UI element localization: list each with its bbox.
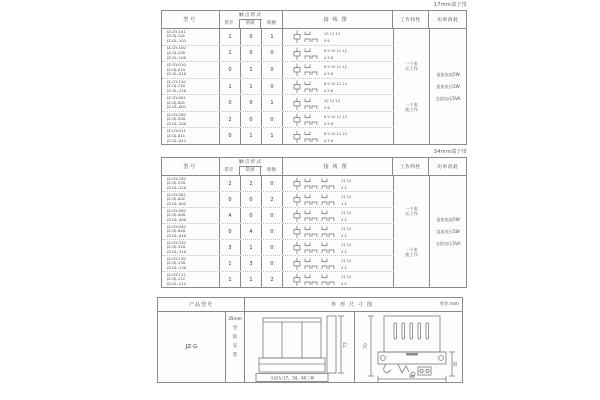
changeover-count: 0 [262,256,283,271]
svg-text:5 6: 5 6 [324,105,330,110]
power-consumption-cell [430,176,466,287]
power-consumption-text: 交流电压5VA [435,241,461,246]
model-number: JZ-GY-101 [167,28,186,34]
wiring-diagram-cell [283,95,394,111]
normally-closed-count: 0 [241,29,262,45]
svg-text:4 5: 4 5 [341,282,347,287]
model-number: JZ-GY-112 [167,271,186,277]
model-cell [162,79,220,95]
table-header [162,11,466,29]
power-consumption-cell [430,29,466,144]
model-number: JZ-GY-400 [167,207,186,213]
changeover-count: 0 [262,62,283,78]
model-number: JZ-GL-200 [167,120,187,126]
normally-closed-count: 2 [241,176,262,191]
model-number: JZ-GJ-110 [167,83,186,89]
model-number: JZ-GL-130 [167,264,187,270]
wiring-diagram-cell [283,46,394,62]
wiring-diagram-svg [288,62,392,77]
normally-closed-count: 0 [241,46,262,62]
changeover-count: 2 [262,272,283,287]
table-row [162,79,394,96]
header-normally-closed: 常闭 [240,20,261,28]
model-number: JZ-GJ-101 [167,33,186,39]
model-number: JZ-GL-220 [167,184,187,190]
changeover-count: 1 [262,95,283,111]
rail-char: 轨 [232,335,238,340]
svg-text:10 11 12: 10 11 12 [324,32,341,37]
svg-text:4 5 6: 4 5 6 [324,138,334,143]
table-row [162,95,394,112]
header-power-consumption: 功率消耗 [437,18,459,23]
svg-text:4 5 6: 4 5 6 [324,72,334,77]
changeover-count: 2 [262,192,283,207]
outline-table-body [158,312,462,382]
rail-mount-cell [226,312,245,382]
header-model: 型号 [162,11,220,28]
normally-open-count: 1 [220,79,241,95]
table-row [162,256,394,272]
table-row [162,62,394,79]
model-number: JZ-GY-010 [167,62,186,68]
wiring-diagram-cell [283,29,394,45]
svg-text:4 5: 4 5 [341,218,347,223]
svg-text:1 4: 1 4 [341,202,347,207]
wiring-diagram-cell [283,208,394,223]
svg-text:11 12: 11 12 [341,195,352,200]
header-normally-open: 常开 [219,167,240,175]
model-number: JZ-GL-001 [167,104,187,110]
work-characteristic-text: 一个电 压工作 [405,206,418,217]
header-wiring-diagram: 接线图 [283,158,393,175]
normally-closed-count: 0 [241,112,262,128]
normally-closed-count: 1 [241,272,262,287]
side-view-drawing [355,312,462,382]
outline-dimension-table [157,297,463,383]
power-consumption-text: 直流电流5W [436,72,460,77]
header-contact-form-label: 触点形式 [238,13,263,18]
table-row [162,128,394,144]
svg-text:10 11 12: 10 11 12 [324,98,341,103]
svg-text:8 9 10 11 12: 8 9 10 11 12 [324,115,347,120]
changeover-count: 0 [262,46,283,62]
normally-open-count: 2 [220,112,241,128]
svg-text:11 12: 11 12 [341,227,352,232]
table-row [162,46,394,63]
model-cell [162,46,220,62]
table-row [162,192,394,208]
model-cell [162,256,220,271]
power-consumption-text: 直流电压5W [436,84,460,89]
svg-text:11 12: 11 12 [341,179,352,184]
wiring-diagram-svg [288,79,392,94]
model-cell [162,272,220,287]
wiring-diagram-svg [288,96,392,111]
changeover-count: 0 [262,176,283,191]
wiring-diagram-cell [283,128,394,144]
model-number: JZ-GL-011 [167,137,187,143]
model-number: JZ-GL-002 [167,200,187,206]
model-number: JZ-GY-310 [167,239,186,245]
header-work-characteristic: 工作特性 [393,158,430,175]
svg-text:4 5: 4 5 [341,186,347,191]
header-model: 型号 [162,158,220,175]
table-row [162,176,394,192]
model-number: JZ-GJ-010 [167,66,186,72]
model-number: JZ-GY-220 [167,175,186,181]
svg-text:90: 90 [408,375,415,380]
model-number: JZ-GL-110 [167,87,187,93]
wiring-diagram-svg [288,224,392,239]
wiring-diagram-svg [288,208,392,223]
wiring-diagram-svg [288,256,392,271]
model-number: JZ-GJ-040 [167,228,186,234]
header-contact-form-label: 触点形式 [238,160,263,165]
normally-closed-count: 0 [241,95,262,111]
model-cell [162,240,220,255]
model-number: JZ-GJ-200 [167,116,186,122]
normally-open-count: 1 [220,272,241,287]
table-row [162,240,394,256]
changeover-count: 0 [262,208,283,223]
model-number: JZ-GJ-001 [167,99,186,105]
wiring-diagram-cell [283,112,394,128]
wiring-diagram-svg [288,192,392,207]
svg-text:分别为:17、34、60三种: 分别为:17、34、60三种 [269,375,314,381]
model-cell [162,176,220,191]
wiring-diagram-cell [283,176,394,191]
wiring-diagram-cell [283,240,394,255]
model-cell [162,112,220,128]
svg-text:70: 70 [363,343,369,349]
wiring-diagram-cell [283,79,394,95]
wiring-diagram-svg [288,240,392,255]
svg-text:4 5: 4 5 [341,250,347,255]
svg-text:8 9 10 11 12: 8 9 10 11 12 [324,131,347,136]
normally-open-count: 0 [220,62,241,78]
model-number: JZ-GY-002 [167,191,186,197]
changeover-count: 1 [262,128,283,144]
svg-text:11 12: 11 12 [341,243,352,248]
front-view-drawing [245,312,355,382]
model-number: JZ-GJ-002 [167,196,186,202]
normally-open-count: 0 [220,95,241,111]
model-cell [162,95,220,111]
normally-closed-count: 1 [241,240,262,255]
svg-text:4 5: 4 5 [341,266,347,271]
header-outline-drawing [245,298,462,311]
model-number: JZ-GL-112 [167,280,187,286]
wiring-diagram-svg [288,176,392,191]
wiring-diagram-cell [283,272,394,287]
wiring-diagram-cell [283,256,394,271]
power-consumption-text: 直流电流5W [436,217,460,222]
rail-char: 装 [232,353,238,358]
table-row [162,272,394,287]
model-cell [162,192,220,207]
work-characteristic-cell [394,176,430,287]
side-view-svg [356,312,462,382]
model-number: JZ-GY-130 [167,255,186,261]
changeover-count: 1 [262,29,283,45]
model-number: JZ-GL-101 [167,38,187,44]
power-consumption-text: 交流电压5VA [435,96,461,101]
normally-open-count: 2 [220,176,241,191]
header-product-model: 产品型号 [158,298,245,311]
spec-table-34mm [161,157,467,288]
wiring-diagram-svg [288,112,392,127]
model-number: JZ-GL-040 [167,232,187,238]
unit-label: 单位:mm [439,302,459,307]
svg-text:11 12: 11 12 [341,275,352,280]
header-normally-open: 常开 [219,20,240,28]
model-number: JZ-GY-011 [167,128,186,134]
wiring-diagram-svg [288,129,392,144]
changeover-count: 0 [262,240,283,255]
model-number: JZ-GJ-130 [167,260,186,266]
model-number: JZ-GY-001 [167,95,186,101]
svg-text:72: 72 [343,342,348,348]
normally-closed-count: 3 [241,256,262,271]
changeover-count: 0 [262,224,283,239]
terminal-size-label-34mm: 34mm端子排 [433,149,467,155]
terminal-size-label-17mm: 17mm端子排 [433,2,467,8]
product-model-cell: JZ-G [158,312,226,382]
wiring-diagram-cell [283,192,394,207]
svg-text:8 9 10 11 12: 8 9 10 11 12 [324,49,347,54]
model-number: JZ-GY-100 [167,45,186,51]
svg-text:11 12: 11 12 [341,211,352,216]
model-number: JZ-GJ-310 [167,244,186,250]
model-cell [162,224,220,239]
normally-closed-count: 0 [241,192,262,207]
changeover-count: 0 [262,112,283,128]
model-cell [162,128,220,144]
table-row [162,112,394,129]
changeover-count: 0 [262,79,283,95]
model-number: JZ-GL-100 [167,54,187,60]
table-row [162,29,394,46]
header-work-characteristic: 工作特性 [393,11,430,28]
normally-open-count: 3 [220,240,241,255]
rail-char: 安 [232,344,238,349]
header-changeover: 转换 [267,168,277,173]
wiring-diagram-svg [288,272,392,287]
svg-text:4 5 6: 4 5 6 [324,122,334,127]
model-number: JZ-GY-200 [167,111,186,117]
outline-table-header [158,298,462,312]
table-row [162,224,394,240]
model-cell [162,62,220,78]
wiring-diagram-svg [288,46,392,61]
normally-open-count: 0 [220,224,241,239]
table-rows [162,176,394,287]
svg-text:8 9 10 11 12: 8 9 10 11 12 [324,65,347,70]
power-consumption-text: 直流电压5W [436,229,460,234]
outline-drawing-label: 外形尺寸图 [330,302,376,308]
rail-size: 35mm [228,317,242,322]
wiring-diagram-svg [288,29,392,44]
svg-text:5 6: 5 6 [324,39,330,44]
work-characteristic-cell [394,29,430,144]
normally-closed-count: 1 [241,62,262,78]
normally-closed-count: 1 [241,79,262,95]
normally-closed-count: 1 [241,128,262,144]
normally-open-count: 0 [220,192,241,207]
normally-closed-count: 0 [241,208,262,223]
model-number: JZ-GJ-400 [167,212,186,218]
header-contact-form [220,158,283,175]
normally-open-count: 1 [220,29,241,45]
svg-text:11 12: 11 12 [341,259,352,264]
model-number: JZ-GJ-112 [167,276,186,282]
normally-open-count: 1 [220,256,241,271]
model-number: JZ-GJ-100 [167,50,186,56]
model-cell [162,208,220,223]
model-number: JZ-GY-110 [167,78,186,84]
model-number: JZ-GL-010 [167,71,187,77]
table-row [162,208,394,224]
model-cell [162,29,220,45]
spec-table-17mm [161,10,467,145]
svg-text:4 5 6: 4 5 6 [324,56,334,61]
wiring-diagram-cell [283,62,394,78]
wiring-diagram-cell [283,224,394,239]
model-number: JZ-GJ-011 [167,132,186,138]
work-characteristic-text: 一个电 流工作 [405,246,418,257]
header-wiring-diagram: 接线图 [283,11,393,28]
model-number: JZ-GJ-220 [167,180,186,186]
normally-open-count: 1 [220,46,241,62]
header-contact-form [220,11,283,28]
model-number: JZ-GL-310 [167,248,187,254]
header-normally-closed: 常闭 [240,167,261,175]
table-rows [162,29,394,144]
svg-text:35: 35 [452,361,458,367]
normally-open-count: 4 [220,208,241,223]
svg-text:4 5 6: 4 5 6 [324,89,334,94]
header-power-consumption: 功率消耗 [437,165,459,170]
model-number: JZ-GY-040 [167,223,186,229]
header-changeover: 转换 [267,21,277,26]
work-characteristic-text: 一个电 流工作 [405,102,418,113]
normally-open-count: 0 [220,128,241,144]
table-header [162,158,466,176]
svg-text:4 5: 4 5 [341,234,347,239]
rail-char: 导 [232,326,238,331]
front-view-svg [247,312,353,382]
normally-closed-count: 4 [241,224,262,239]
model-number: JZ-GL-400 [167,216,187,222]
svg-text:8 9 10 11 12: 8 9 10 11 12 [324,82,347,87]
work-characteristic-text: 一个电 压工作 [405,60,418,71]
